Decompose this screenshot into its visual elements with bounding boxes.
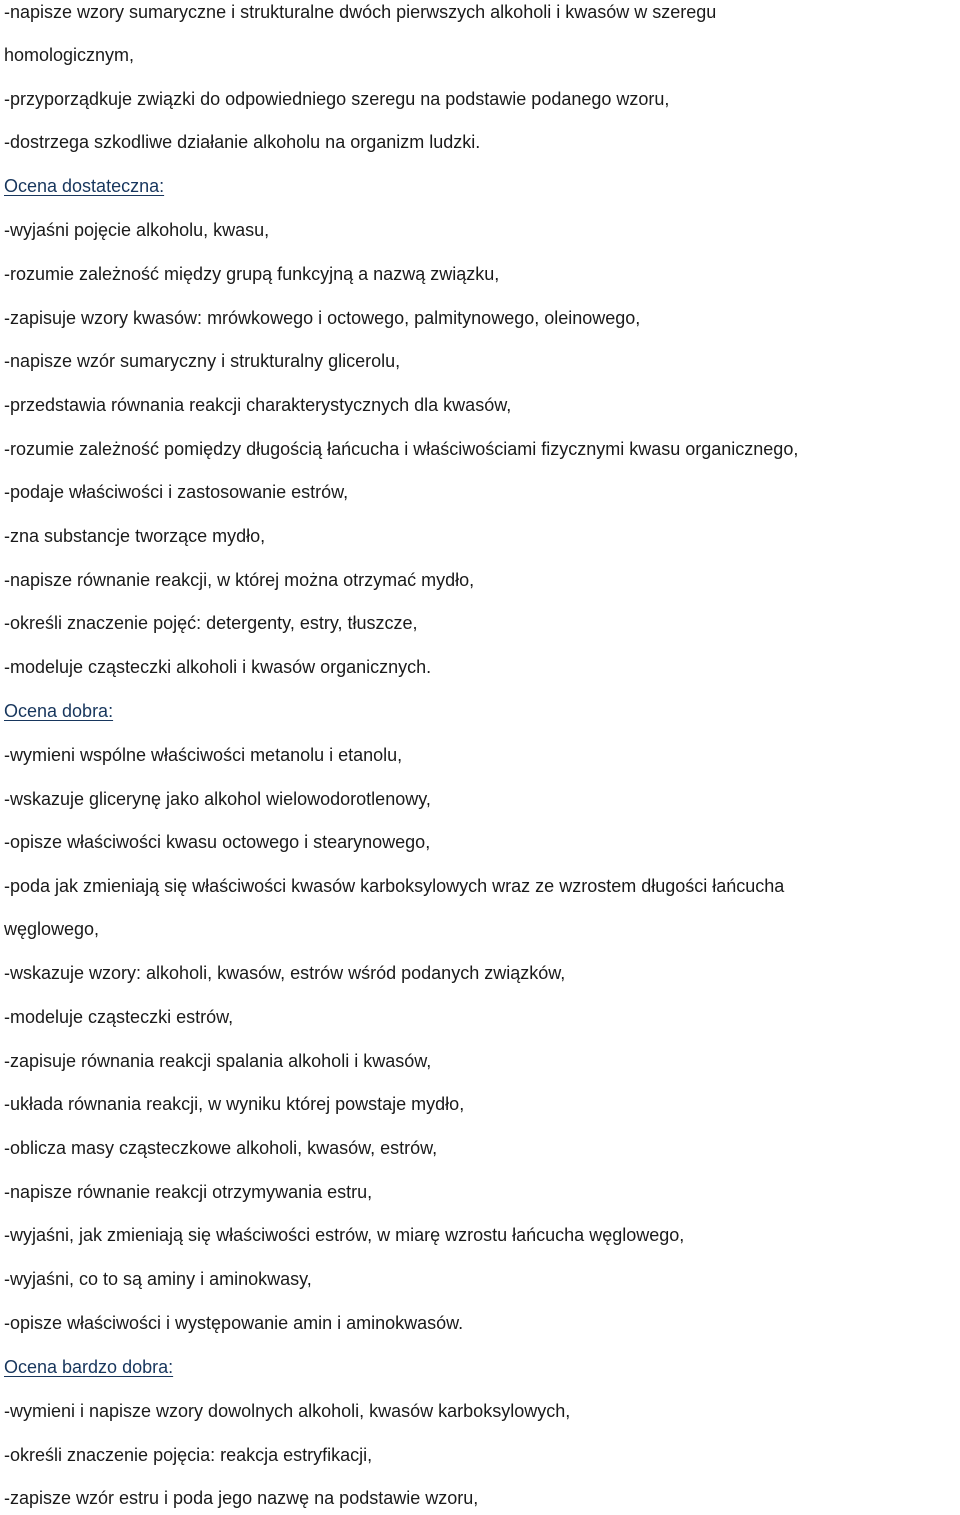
text-line: -dostrzega szkodliwe działanie alkoholu na organizm ludzki. <box>4 132 481 152</box>
list-item: -napisze wzór sumaryczny i strukturalny glicerolu, <box>4 351 401 371</box>
list-item: -określi znaczenie pojęcia: reakcja estryfikacji, <box>4 1445 373 1465</box>
list-item: -zapisuje wzory kwasów: mrówkowego i octowego, palmitynowego, oleinowego, <box>4 308 641 328</box>
list-item: -wskazuje glicerynę jako alkohol wielowodorotlenowy, <box>4 789 431 809</box>
list-item: -wymieni wspólne właściwości metanolu i etanolu, <box>4 745 403 765</box>
text-line: homologicznym, <box>4 45 135 65</box>
list-item: -modeluje cząsteczki alkoholi i kwasów organicznych. <box>4 657 432 677</box>
list-item: -opisze właściwości i występowanie amin i aminokwasów. <box>4 1313 464 1333</box>
section-heading-ocena-dostateczna: Ocena dostateczna: <box>4 176 165 196</box>
list-item: -wymieni i napisze wzory dowolnych alkoholi, kwasów karboksylowych, <box>4 1401 571 1421</box>
list-item: -napisze równanie reakcji otrzymywania estru, <box>4 1182 373 1202</box>
list-item: -opisze właściwości kwasu octowego i stearynowego, <box>4 832 431 852</box>
list-item: -rozumie zależność między grupą funkcyjną a nazwą związku, <box>4 264 500 284</box>
list-item: -wyjaśni, jak zmieniają się właściwości estrów, w miarę wzrostu łańcucha węglowego, <box>4 1225 685 1245</box>
list-item: węglowego, <box>4 919 100 939</box>
list-item: -wyjaśni, co to są aminy i aminokwasy, <box>4 1269 312 1289</box>
list-item: -poda jak zmieniają się właściwości kwasów karboksylowych wraz ze wzrostem długości łańcucha <box>4 876 785 896</box>
text-line: -przyporządkuje związki do odpowiedniego szeregu na podstawie podanego wzoru, <box>4 89 670 109</box>
list-item: -zna substancje tworzące mydło, <box>4 526 266 546</box>
list-item: -oblicza masy cząsteczkowe alkoholi, kwasów, estrów, <box>4 1138 438 1158</box>
section-heading-ocena-bardzo-dobra: Ocena bardzo dobra: <box>4 1357 174 1377</box>
list-item: -przedstawia równania reakcji charakterystycznych dla kwasów, <box>4 395 512 415</box>
list-item: -układa równania reakcji, w wyniku której powstaje mydło, <box>4 1094 465 1114</box>
text-line: -napisze wzory sumaryczne i strukturalne dwóch pierwszych alkoholi i kwasów w szeregu <box>4 2 717 22</box>
section-heading-ocena-dobra: Ocena dobra: <box>4 701 114 721</box>
list-item: -zapisuje równania reakcji spalania alkoholi i kwasów, <box>4 1051 432 1071</box>
list-item: -zapisze wzór estru i poda jego nazwę na podstawie wzoru, <box>4 1488 479 1508</box>
list-item: -napisze równanie reakcji, w której można otrzymać mydło, <box>4 570 475 590</box>
list-item: -modeluje cząsteczki estrów, <box>4 1007 234 1027</box>
list-item: -wskazuje wzory: alkoholi, kwasów, estrów wśród podanych związków, <box>4 963 566 983</box>
list-item: -podaje właściwości i zastosowanie estrów, <box>4 482 349 502</box>
list-item: -określi znaczenie pojęć: detergenty, estry, tłuszcze, <box>4 613 418 633</box>
list-item: -wyjaśni pojęcie alkoholu, kwasu, <box>4 220 270 240</box>
list-item: -rozumie zależność pomiędzy długością łańcucha i właściwościami fizycznymi kwasu organicznego, <box>4 439 799 459</box>
